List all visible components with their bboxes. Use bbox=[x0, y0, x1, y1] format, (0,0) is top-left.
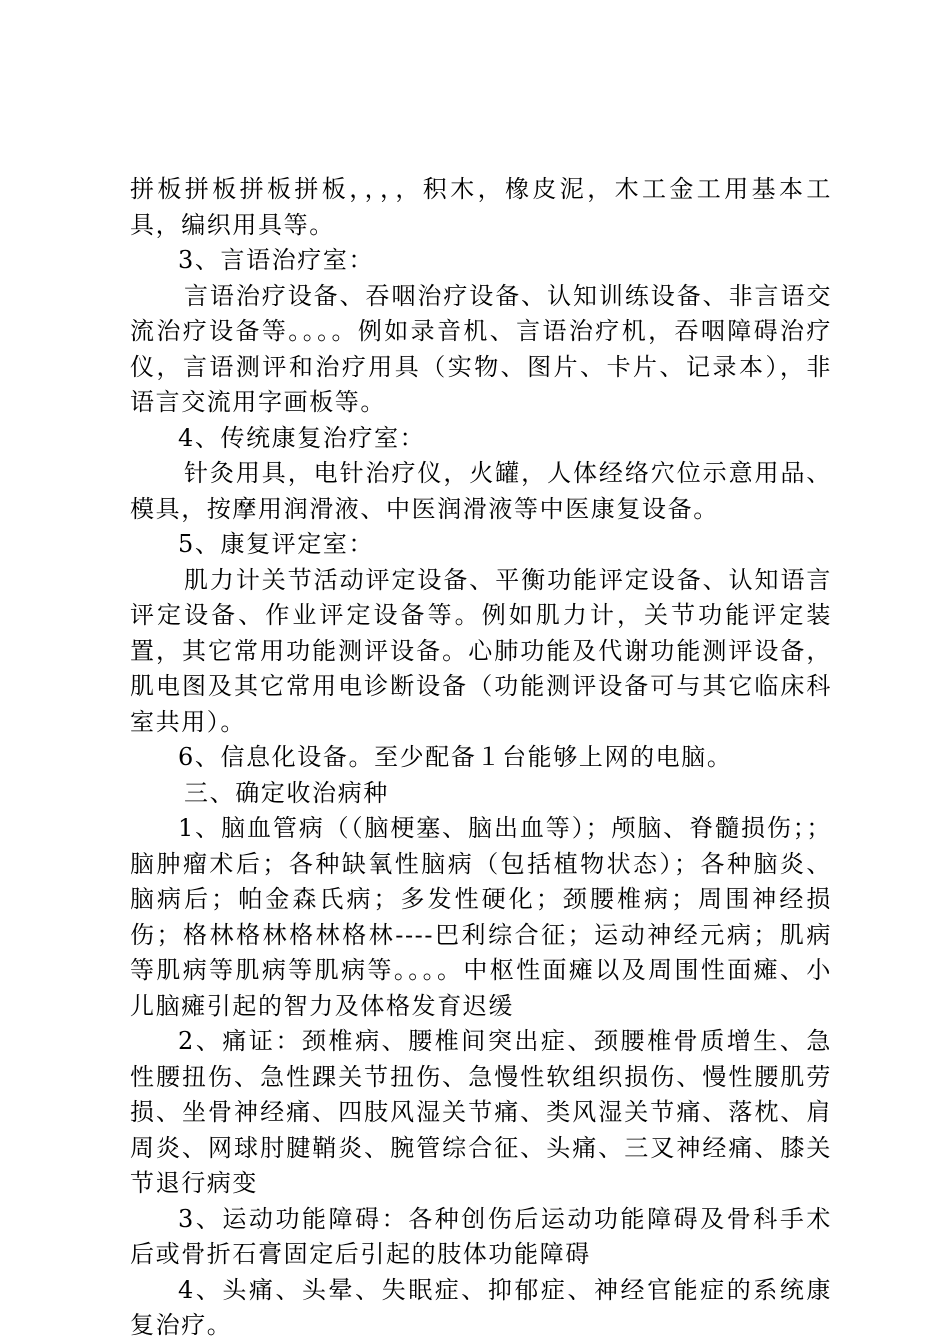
paragraph-pain-conditions: 2、痛证：颈椎病、腰椎间突出症、颈腰椎骨质增生、急性腰扭伤、急性踝关节扭伤、急慢性软组织损伤、慢性腰肌劳损、坐骨神经痛、四肢风湿关节痛、类风湿关节痛、落枕、肩周炎、网球肘腱鞘炎、腕管综合征、头痛、三叉神经痛、膝关节退行病变 bbox=[130, 1027, 832, 1197]
paragraph-rehab-assessment-equipment: 肌力计关节活动评定设备、平衡功能评定设备、认知语言评定设备、作业评定设备等。例如肌力计，关节功能评定装置，其它常用功能测评设备。心肺功能及代谢功能测评设备，肌电图及其它常用电诊断设备（功能测评设备可与其它临床科室共用）。 bbox=[130, 565, 832, 736]
paragraph-it-equipment: 6、信息化设备。至少配备１台能够上网的电脑。 bbox=[178, 743, 733, 771]
section-heading-diseases: 三、确定收治病种 bbox=[184, 778, 389, 807]
heading-rehab-assessment-room: 5、康复评定室： bbox=[178, 530, 375, 558]
paragraph-motor-dysfunction: 3、运动功能障碍：各种创伤后运动功能障碍及骨科手术后或骨折石膏固定后引起的肢体功能障碍 bbox=[130, 1204, 832, 1268]
document-body bbox=[130, 172, 832, 1344]
heading-traditional-rehab-room: 4、传统康复治疗室： bbox=[178, 423, 426, 452]
paragraph-cerebrovascular-diseases: 1、脑血管病（（脑梗塞、脑出血等）；颅脑、脊髓损伤；；脑肿瘤术后；各种缺氧性脑病（包括植物状态）；各种脑炎、脑病后；帕金森氏病；多发性硬化；颈腰椎病；周围神经损伤；格林格林格林格林----巴利综合征；运动神经元病；肌病等肌病等肌病等肌病等。。。。中枢性面瘫以及周围性面瘫、小儿脑瘫引起的智力及体格发育迟缓 bbox=[130, 814, 832, 1020]
heading-speech-therapy-room: 3、言语治疗室： bbox=[178, 246, 375, 274]
paragraph-equipment-list: 拼板拼板拼板拼板，，，，积木，橡皮泥，木工金工用基本工具，编织用具等。 bbox=[130, 175, 832, 239]
paragraph-headache-insomnia: 4、头痛、头晕、失眠症、抑郁症、神经官能症的系统康复治疗。 bbox=[130, 1275, 832, 1339]
paragraph-traditional-rehab-equipment: 针灸用具，电针治疗仪，火罐，人体经络穴位示意用品、模具，按摩用润滑液、中医润滑液等中医康复设备。 bbox=[130, 459, 832, 523]
paragraph-speech-therapy-equipment: 言语治疗设备、吞咽治疗设备、认知训练设备、非言语交流治疗设备等。。。。例如录音机、言语治疗机，吞咽障碍治疗仪，言语测评和治疗用具（实物、图片、卡片、记录本），非语言交流用字画板等。 bbox=[130, 281, 832, 416]
